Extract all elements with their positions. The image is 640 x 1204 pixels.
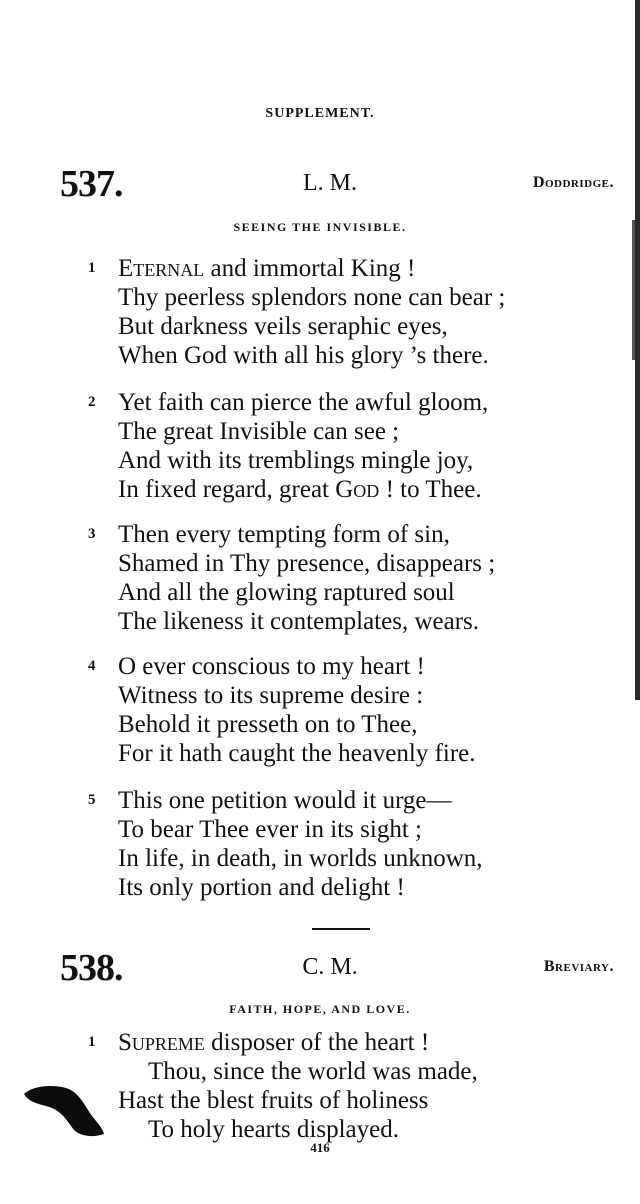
running-head: SUPPLEMENT. <box>265 106 375 121</box>
line-text: When God with all his glory ’s there. <box>118 342 489 369</box>
hymn-meter: C. M. <box>302 954 358 980</box>
hymn-title: SEEING THE INVISIBLE. <box>233 220 407 234</box>
line-text: And with its tremblings mingle joy, <box>118 447 474 474</box>
stanza-5 <box>0 786 640 902</box>
verse-line <box>0 578 640 607</box>
line-text: The great Invisible can see ; <box>118 418 400 445</box>
line-text: ! to Thee. <box>379 476 482 503</box>
line-text: In fixed regard, great <box>118 476 336 503</box>
line-text: Then every tempting form of sin, <box>118 521 450 548</box>
stanza-1 <box>0 254 640 370</box>
line-text: Thou, since the world was made, <box>148 1058 478 1085</box>
verse-line <box>0 652 640 681</box>
verse-line <box>0 739 640 768</box>
hymn-537-header <box>0 162 640 206</box>
line-text: And all the glowing raptured soul <box>118 579 455 606</box>
verse-line <box>0 475 640 504</box>
line-text: Shamed in Thy presence, disappears ; <box>118 550 496 577</box>
hymn-author: Breviary. <box>543 958 614 975</box>
verse-line <box>0 607 640 636</box>
line-text: Thy peerless splendors none can bear ; <box>118 284 506 311</box>
stanza-number: 4 <box>88 658 96 674</box>
line-text: But darkness veils seraphic eyes, <box>118 313 448 340</box>
stanza-number: 3 <box>88 526 96 542</box>
hymn-author: Doddridge. <box>532 174 614 191</box>
verse-line <box>0 873 640 902</box>
line-text: The likeness it contemplates, wears. <box>118 608 479 635</box>
stanza-3 <box>0 520 640 636</box>
hymn-meter: L. M. <box>303 170 357 196</box>
page-number: 416 <box>310 1140 330 1155</box>
verse-line <box>0 417 640 446</box>
verse-line <box>0 786 640 815</box>
line-text: In life, in death, in worlds unknown, <box>118 845 483 872</box>
line-text: For it hath caught the heavenly fire. <box>118 740 476 767</box>
verse-line <box>0 388 640 417</box>
line-text: To holy hearts displayed. <box>148 1116 399 1143</box>
section-divider <box>312 928 370 930</box>
line-text: Yet faith can pierce the awful gloom, <box>118 389 489 416</box>
line-text: disposer of the heart ! <box>204 1029 430 1056</box>
stanza-number: 5 <box>88 792 96 808</box>
verse-line <box>0 283 640 312</box>
verse-line <box>0 341 640 370</box>
hymn-538-header <box>0 946 640 990</box>
stanza-number: 1 <box>88 1034 96 1050</box>
line-text: To bear Thee ever in its sight ; <box>118 816 422 843</box>
ink-blot <box>22 1082 106 1138</box>
stanza-number: 2 <box>88 394 96 410</box>
verse-line <box>0 710 640 739</box>
verse-line <box>0 844 640 873</box>
first-word: Eternal <box>118 255 205 282</box>
line-text: Its only portion and delight ! <box>118 874 405 901</box>
stanza-2 <box>0 388 640 504</box>
verse-line <box>0 312 640 341</box>
verse-line <box>0 1028 640 1057</box>
line-text: and immortal King ! <box>204 255 416 282</box>
verse-line <box>0 446 640 475</box>
small-caps-word: God <box>335 476 380 503</box>
hymn-number: 538. <box>60 947 123 989</box>
verse-line <box>0 681 640 710</box>
line-text: O ever conscious to my heart ! <box>118 653 425 680</box>
line-text: This one petition would it urge— <box>118 787 452 814</box>
stanza-number: 1 <box>88 260 96 276</box>
stanza-4 <box>0 652 640 768</box>
line-text: Witness to its supreme desire : <box>118 682 424 709</box>
line-text: Hast the blest fruits of holiness <box>118 1087 429 1114</box>
verse-line <box>0 815 640 844</box>
verse-line <box>0 254 640 283</box>
line-text: Behold it presseth on to Thee, <box>118 711 418 738</box>
hymn-number: 537. <box>60 163 123 205</box>
verse-line <box>0 520 640 549</box>
first-word: Supreme <box>118 1029 205 1056</box>
hymn-title: FAITH, HOPE, AND LOVE. <box>229 1002 411 1016</box>
verse-line <box>0 549 640 578</box>
